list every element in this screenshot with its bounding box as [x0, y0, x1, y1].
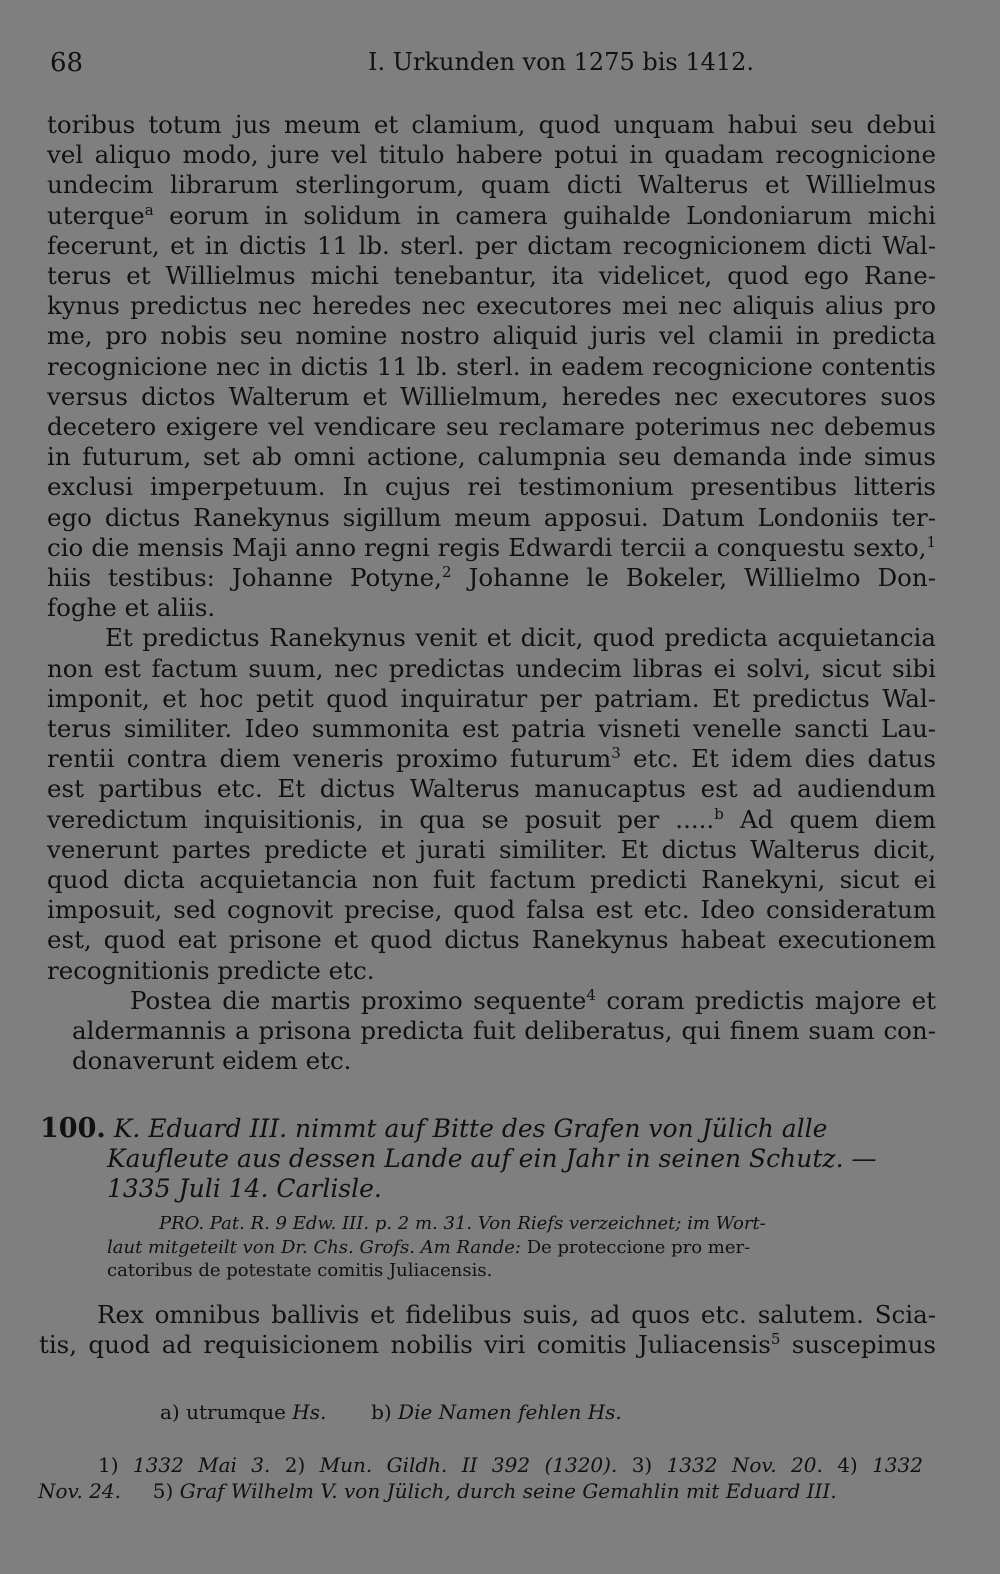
main-text: [47, 110, 936, 1077]
footnote-line: 1) 1332 Mai 3. 2) Mun. Gildh. II 392 (1320). 3) 1332 Nov. 20. 4) 1332: [98, 1453, 923, 1477]
apparatus-label: a): [160, 1400, 180, 1424]
entry-number: 100.: [40, 1113, 106, 1144]
page-number: 68: [50, 48, 84, 78]
source-line: PRO. Pat. R. 9 Edw. III. p. 2 m. 31. Von Riefs verzeichnet; im Wort-: [159, 1213, 766, 1234]
text-line: undecim librarum sterlingorum, quam dicti Walterus et Willielmus: [47, 170, 936, 200]
apparatus-marker: b: [714, 804, 724, 823]
source-line: laut mitgeteilt von Dr. Chs. Grofs. Am Rande: De proteccione pro mer-: [107, 1236, 751, 1258]
source-note: [107, 1212, 929, 1283]
text-line: Rex omnibus ballivis et fidelibus suis, ad quos etc. salutem. Scia-: [97, 1300, 936, 1329]
text-line: toribus totum jus meum et clamium, quod unquam habui seu debui: [47, 110, 936, 139]
text-line: cio die mensis Maji anno regni regis Edwardi tercii a conquestu sexto,$^1$: [47, 532, 936, 562]
text-line: recognitionis predicte etc.: [47, 955, 375, 985]
footnote-marker: 4: [586, 985, 596, 1004]
text-line: quod dicta acquietancia non fuit factum predicti Ranekyni, sicut ei: [47, 865, 936, 895]
text-line: est partibus etc. Et dictus Walterus manucaptus est ad audiendum: [47, 774, 936, 804]
text-line: est, quod eat prisone et quod dictus Ranekynus habeat executionem: [47, 925, 936, 955]
entry-line: [40, 1114, 936, 1144]
apparatus-label: b): [371, 1400, 392, 1424]
text-line: imponit, et hoc petit quod inquiratur per patriam. Et predictus Wal-: [47, 683, 936, 713]
running-title: I. Urkunden von 1275 bis 1412.: [368, 48, 755, 76]
text-line: me, pro nobis seu nomine nostro aliquid juris vel clamii in predicta: [47, 321, 936, 351]
footnote-marker: 1: [926, 532, 936, 551]
text-line: Postea die martis proximo sequente$^4$ coram predictis majore et: [130, 985, 936, 1015]
footnote-line: Nov. 24. 5) Graf Wilhelm V. von Jülich, durch seine Gemahlin mit Eduard III.: [38, 1479, 837, 1503]
charter-text: [39, 1300, 936, 1360]
apparatus-notes: [160, 1400, 622, 1424]
text-line: donaverunt eidem etc.: [72, 1046, 352, 1076]
text-line: aldermannis a prisona predicta fuit deliberatus, qui finem suam con-: [72, 1016, 936, 1046]
apparatus-text: utrumque: [186, 1400, 286, 1424]
entry-title-line: K. Eduard III. nimmt auf Bitte des Grafen von Jülich alle: [113, 1114, 828, 1143]
text-line: foghe et aliis.: [47, 593, 216, 623]
text-line: in futurum, set ab omni actione, calumpnia seu demanda inde simus: [47, 442, 936, 472]
text-line: kynus predictus nec heredes nec executores mei nec aliquis alius pro: [47, 291, 936, 321]
apparatus-text: Hs.: [292, 1400, 327, 1424]
text-line: fecerunt, et in dictis 11 lb. sterl. per dictam recognicionem dicti Wal-: [47, 230, 936, 260]
entry-heading: [40, 1114, 936, 1204]
source-line: catoribus de potestate comitis Juliacensis.: [107, 1260, 493, 1281]
footnote-marker: 3: [611, 744, 621, 763]
text-line: terus similiter. Ideo summonita est patria visneti venelle sancti Lau-: [47, 714, 936, 744]
entry-title-line: Kaufleute aus dessen Lande auf ein Jahr in seinen Schutz. —: [107, 1144, 877, 1173]
text-line: uterque$^a$ eorum in solidum in camera guihalde Londoniarum michi: [47, 200, 936, 230]
text-line: decetero exigere vel vendicare seu reclamare poterimus nec debemus: [47, 412, 936, 442]
text-line: veredictum inquisitionis, in qua se posuit per .....$^b$ Ad quem diem: [47, 804, 937, 834]
text-line: Et predictus Ranekynus venit et dicit, quod predicta acquietancia: [105, 623, 936, 653]
text-line: tis, quod ad requisicionem nobilis viri comitis Juliacensis$^5$ suscepimus: [39, 1330, 936, 1359]
apparatus-text: Die Namen fehlen Hs.: [398, 1400, 622, 1424]
footnote-marker: 2: [441, 563, 452, 582]
footnotes: [38, 1452, 923, 1504]
text-line: rentii contra diem veneris proximo futurum$^3$ etc. Et idem dies datus: [47, 744, 936, 774]
text-line: venerunt partes predicte et jurati similiter. Et dictus Walterus dicit,: [47, 834, 936, 864]
text-line: vel aliquo modo, jure vel titulo habere potui in quadam recognicione: [47, 140, 936, 170]
footnote-marker: 5: [770, 1330, 781, 1348]
text-line: versus dictos Walterum et Willielmum, heredes nec executores suos: [47, 381, 936, 411]
text-line: non est factum suum, nec predictas undecim libras ei solvi, sicut sibi: [47, 653, 936, 683]
text-line: recognicione nec in dictis 11 lb. sterl. in eadem recognicione contentis: [47, 351, 936, 381]
page-header: [50, 42, 935, 82]
apparatus-marker: a: [144, 200, 154, 219]
text-line: ego dictus Ranekynus sigillum meum apposui. Datum Londoniis ter-: [47, 502, 936, 532]
text-line: imposuit, sed cognovit precise, quod falsa est etc. Ideo consideratum: [47, 895, 936, 925]
text-line: hiis testibus: Johanne Potyne,$^2$ Johanne le Bokeler, Willielmo Don-: [47, 563, 936, 593]
entry-date-place: 1335 Juli 14. Carlisle.: [107, 1174, 382, 1203]
text-line: exclusi imperpetuum. In cujus rei testimonium presentibus litteris: [47, 472, 936, 502]
text-line: terus et Willielmus michi tenebantur, ita videlicet, quod ego Rane-: [47, 261, 936, 291]
